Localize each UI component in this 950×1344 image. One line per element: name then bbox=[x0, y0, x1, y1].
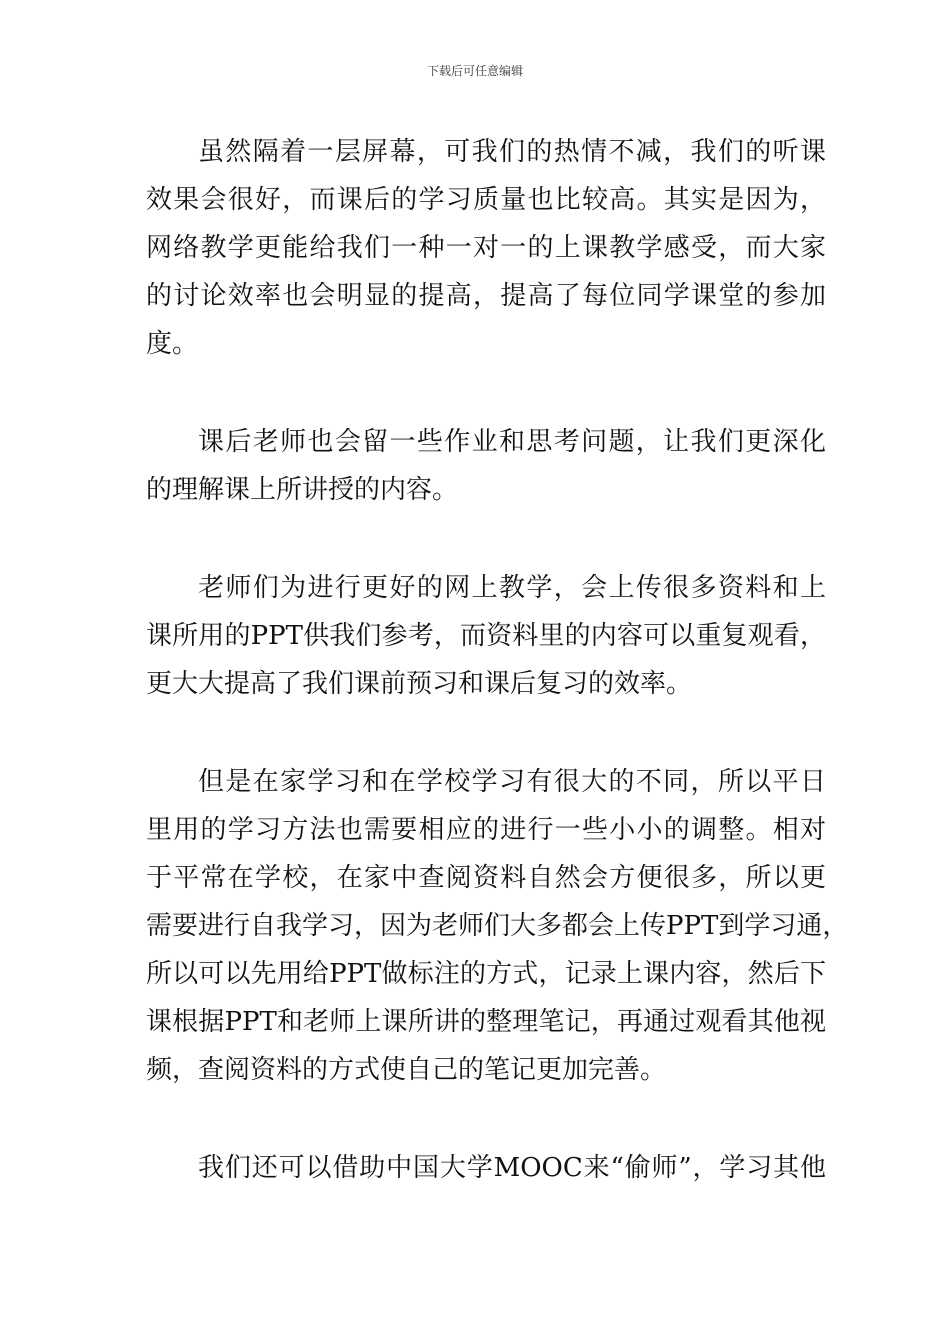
text-line: 需要进行自我学习，因为老师们大多都会上传PPT到学习通， bbox=[146, 911, 849, 941]
text-line: 虽然隔着一层屏幕，可我们的热情不减，我们的听课 bbox=[198, 137, 826, 167]
text-line: 网络教学更能给我们一种一对一的上课教学感受，而大家 bbox=[146, 233, 826, 263]
text-line: 课根据PPT和老师上课所讲的整理笔记，再通过观看其他视 bbox=[146, 1007, 826, 1037]
text-line: 的理解课上所讲授的内容。 bbox=[146, 475, 459, 505]
text-line: 课所用的PPT供我们参考，而资料里的内容可以重复观看， bbox=[146, 621, 826, 651]
text-line: 所以可以先用给PPT做标注的方式，记录上课内容，然后下 bbox=[146, 959, 826, 989]
paragraph-1 bbox=[146, 128, 826, 368]
text-line: 课后老师也会留一些作业和思考问题，让我们更深化 bbox=[198, 427, 826, 457]
text-line: 的讨论效率也会明显的提高，提高了每位同学课堂的参加 bbox=[146, 281, 826, 311]
paragraph-5 bbox=[146, 1144, 826, 1192]
text-line: 老师们为进行更好的网上教学，会上传很多资料和上 bbox=[198, 573, 826, 603]
paragraph-4 bbox=[146, 758, 849, 1094]
text-line: 度。 bbox=[146, 329, 199, 359]
paragraph-3 bbox=[146, 564, 826, 708]
document-body bbox=[146, 128, 849, 1242]
text-line: 我们还可以借助中国大学MOOC来“偷师”，学习其他 bbox=[198, 1153, 826, 1183]
text-line: 里用的学习方法也需要相应的进行一些小小的调整。相对 bbox=[146, 815, 826, 845]
text-line: 效果会很好，而课后的学习质量也比较高。其实是因为， bbox=[146, 185, 826, 215]
paragraph-2 bbox=[146, 418, 826, 514]
text-line: 频，查阅资料的方式使自己的笔记更加完善。 bbox=[146, 1055, 667, 1085]
text-line: 于平常在学校，在家中查阅资料自然会方便很多，所以更 bbox=[146, 863, 826, 893]
text-line: 但是在家学习和在学校学习有很大的不同，所以平日 bbox=[198, 767, 826, 797]
text-line: 更大大提高了我们课前预习和课后复习的效率。 bbox=[146, 669, 693, 699]
page-header: 下载后可任意编辑 bbox=[426, 64, 523, 78]
